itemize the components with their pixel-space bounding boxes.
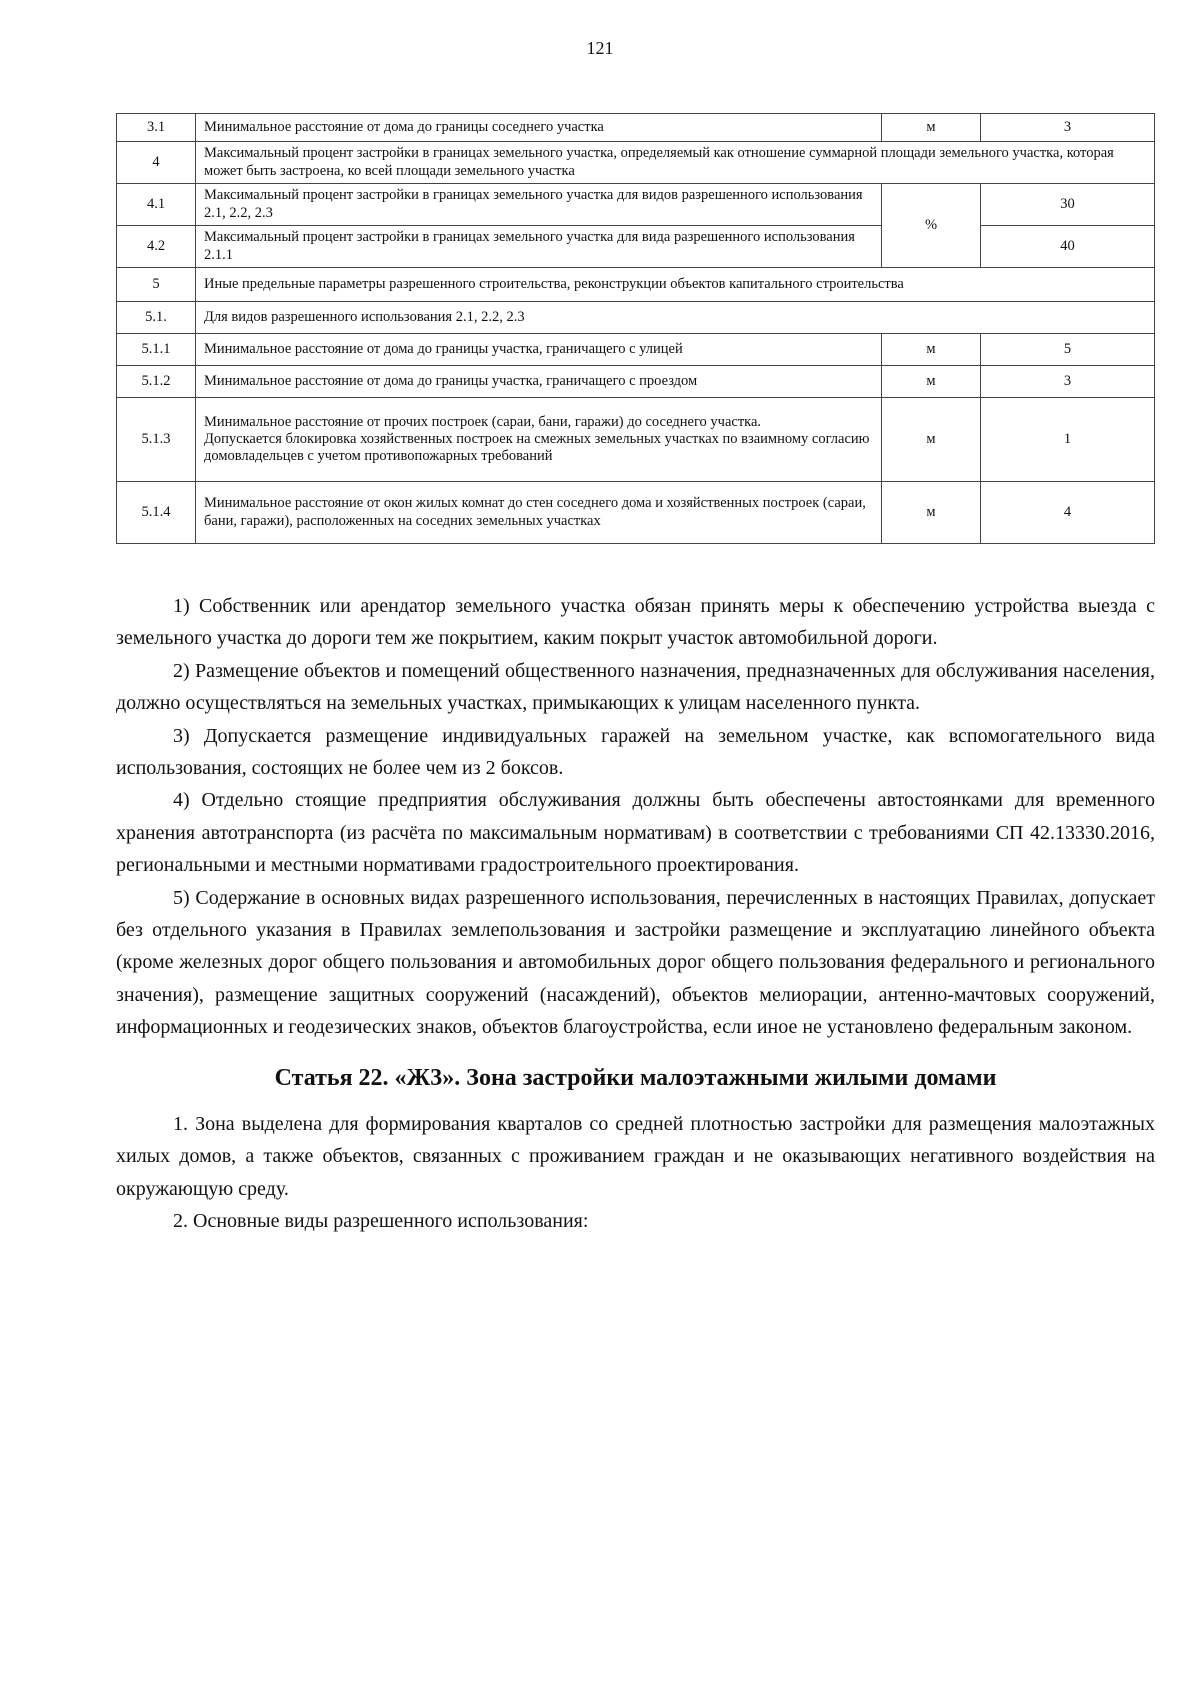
section-heading: Статья 22. «Ж3». Зона застройки малоэтажными жилыми домами bbox=[274, 1064, 997, 1091]
row-description: Максимальный процент застройки в границах земельного участка, определяемый как отношение суммарной площади земельного участка, которая может быть застроена, ко всей площади земельного участка bbox=[196, 142, 1155, 184]
row-number: 4.1 bbox=[117, 184, 196, 226]
row-description: Максимальный процент застройки в границах земельного участка для вида разрешенного использования 2.1.1 bbox=[196, 226, 882, 268]
table-row bbox=[117, 366, 1155, 398]
row-number: 5.1. bbox=[117, 302, 196, 334]
page-number: 121 bbox=[586, 38, 614, 58]
row-description: Минимальное расстояние от дома до границы соседнего участка bbox=[196, 114, 882, 142]
paragraph: 2) Размещение объектов и помещений общественного назначения, предназначенных для обслуживания населения, должно осуществляться на земельных участках, примыкающих к улицам населенного пункта. bbox=[116, 659, 1155, 715]
row-value: 40 bbox=[981, 226, 1155, 268]
table-row bbox=[117, 226, 1155, 268]
table-row bbox=[117, 398, 1155, 482]
row-unit: м bbox=[882, 334, 981, 366]
body-text bbox=[116, 590, 1155, 1237]
paragraph: 4) Отдельно стоящие предприятия обслуживания должны быть обеспечены автостоянками для временного хранения автотранспорта (из расчёта по максимальным нормативам) в соответствии с требованиями СП 42.13330.2016, региональными и местными нормативами градостроительного проектирования. bbox=[116, 789, 1155, 877]
row-description: Минимальное расстояние от дома до границы участка, граничащего с улицей bbox=[196, 334, 882, 366]
row-number: 5.1.4 bbox=[117, 482, 196, 544]
row-description: Минимальное расстояние от дома до границы участка, граничащего с проездом bbox=[196, 366, 882, 398]
table-row bbox=[117, 114, 1155, 142]
row-description: Максимальный процент застройки в границах земельного участка для видов разрешенного использования 2.1, 2.2, 2.3 bbox=[196, 184, 882, 226]
table-row bbox=[117, 184, 1155, 226]
paragraph: 2. Основные виды разрешенного использования: bbox=[173, 1209, 589, 1232]
row-number: 5.1.1 bbox=[117, 334, 196, 366]
row-description bbox=[196, 398, 882, 482]
row-number: 5.1.2 bbox=[117, 366, 196, 398]
row-number: 3.1 bbox=[117, 114, 196, 142]
row-value: 4 bbox=[981, 482, 1155, 544]
parameters-table bbox=[116, 113, 1155, 544]
row-number: 5.1.3 bbox=[117, 398, 196, 482]
row-unit: % bbox=[882, 184, 981, 268]
row-description-line: Допускается блокировка хозяйственных построек на смежных земельных участках по взаимному согласию домовладельцев с учетом противопожарных требований bbox=[204, 430, 870, 465]
paragraph: 1. Зона выделена для формирования кварталов со средней плотностью застройки для размещения малоэтажных хилых домов, а также объектов, связанных с проживанием граждан и не оказывающих негативного воздействия на окружающую среду. bbox=[116, 1112, 1155, 1200]
row-number: 4 bbox=[117, 142, 196, 184]
table-row bbox=[117, 142, 1155, 184]
paragraph: 5) Содержание в основных видах разрешенного использования, перечисленных в настоящих Правилах, допускает без отдельного указания в Правилах землепользования и застройки размещение и эксплуатацию линейного объекта (кроме железных дорог общего пользования и автомобильных дорог общего пользования федерального и регионального значения), размещение защитных сооружений (насаждений), объектов мелиорации, антенно-мачтовых сооружений, информационных и геодезических знаков, объектов благоустройства, если иное не установлено федеральным законом. bbox=[116, 886, 1155, 1039]
paragraph: 3) Допускается размещение индивидуальных гаражей на земельном участке, как вспомогательного вида использования, состоящих не более чем из 2 боксов. bbox=[116, 724, 1155, 780]
table-row bbox=[117, 334, 1155, 366]
paragraph: 1) Собственник или арендатор земельного участка обязан принять меры к обеспечению устройства выезда с земельного участка до дороги тем же покрытием, каким покрыт участок автомобильной дороги. bbox=[116, 595, 1155, 650]
row-value: 1 bbox=[981, 398, 1155, 482]
table-row bbox=[117, 302, 1155, 334]
row-number: 4.2 bbox=[117, 226, 196, 268]
row-value: 30 bbox=[981, 184, 1155, 226]
table-row bbox=[117, 482, 1155, 544]
table-row bbox=[117, 268, 1155, 302]
row-unit: м bbox=[882, 366, 981, 398]
row-value: 5 bbox=[981, 334, 1155, 366]
row-unit: м bbox=[882, 114, 981, 142]
row-description: Для видов разрешенного использования 2.1, 2.2, 2.3 bbox=[196, 302, 1155, 334]
row-description-line: Минимальное расстояние от прочих построек (сараи, бани, гаражи) до соседнего участка. bbox=[204, 413, 762, 430]
row-unit: м bbox=[882, 398, 981, 482]
row-unit: м bbox=[882, 482, 981, 544]
row-number: 5 bbox=[117, 268, 196, 302]
row-description: Иные предельные параметры разрешенного строительства, реконструкции объектов капитального строительства bbox=[196, 268, 1155, 302]
row-value: 3 bbox=[981, 366, 1155, 398]
row-value: 3 bbox=[981, 114, 1155, 142]
row-description: Минимальное расстояние от окон жилых комнат до стен соседнего дома и хозяйственных построек (сараи, бани, гаражи), расположенных на соседних земельных участках bbox=[196, 482, 882, 544]
